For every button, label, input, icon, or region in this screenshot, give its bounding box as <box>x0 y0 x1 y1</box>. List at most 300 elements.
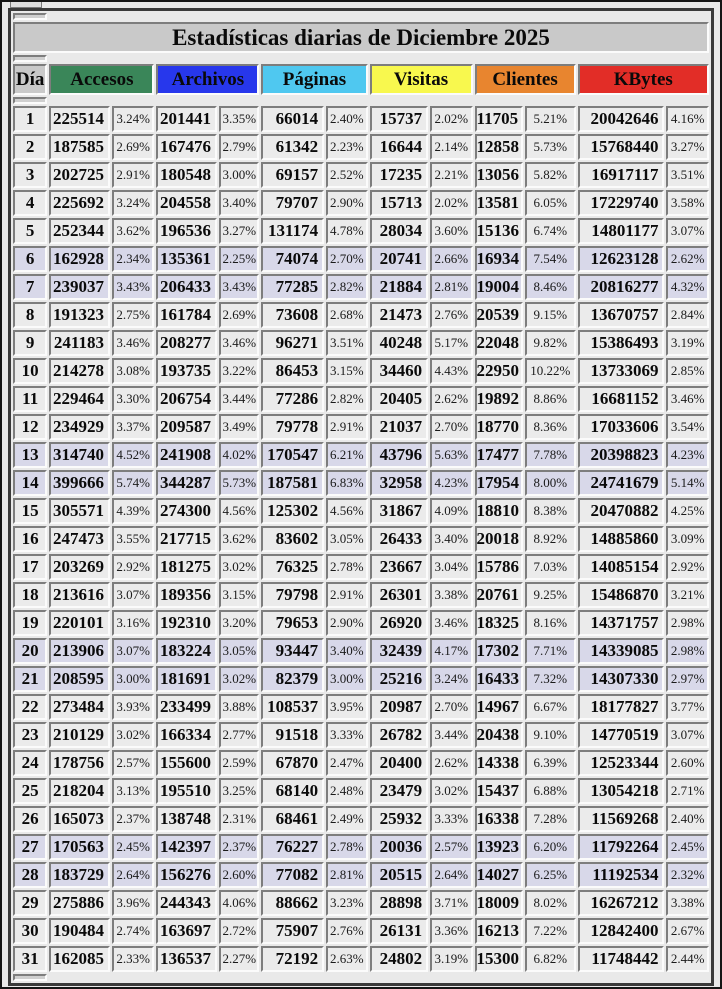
percent-cell: 2.81% <box>326 862 367 888</box>
value-cell: 17954 <box>475 470 524 496</box>
value-cell: 239037 <box>49 274 110 300</box>
percent-cell: 3.07% <box>112 582 154 608</box>
value-cell: 15786 <box>475 554 524 580</box>
value-cell: 17477 <box>475 442 524 468</box>
percent-cell: 3.05% <box>326 526 367 552</box>
value-cell: 79778 <box>261 414 324 440</box>
table-row <box>13 386 709 412</box>
percent-cell: 2.70% <box>326 246 367 272</box>
percent-cell: 2.37% <box>112 806 154 832</box>
percent-cell: 4.23% <box>430 470 472 496</box>
value-cell: 15437 <box>475 778 524 804</box>
value-cell: 79798 <box>261 582 324 608</box>
value-cell: 193735 <box>156 358 217 384</box>
percent-cell: 3.44% <box>430 722 472 748</box>
table-row <box>13 358 709 384</box>
column-header-kbytes: KBytes <box>578 64 709 95</box>
day-cell: 1 <box>13 106 47 132</box>
percent-cell: 2.68% <box>326 302 367 328</box>
value-cell: 20405 <box>370 386 429 412</box>
table-row <box>13 414 709 440</box>
percent-cell: 3.22% <box>219 358 259 384</box>
value-cell: 163697 <box>156 918 217 944</box>
value-cell: 69157 <box>261 162 324 188</box>
percent-cell: 2.52% <box>326 162 367 188</box>
table-row <box>13 442 709 468</box>
percent-cell: 2.74% <box>112 918 154 944</box>
value-cell: 344287 <box>156 470 217 496</box>
percent-cell: 2.85% <box>666 358 709 384</box>
percent-cell: 2.91% <box>326 414 367 440</box>
value-cell: 26131 <box>370 918 429 944</box>
percent-cell: 2.44% <box>666 946 709 972</box>
day-cell: 9 <box>13 330 47 356</box>
value-cell: 20042646 <box>578 106 665 132</box>
percent-cell: 6.05% <box>525 190 576 216</box>
value-cell: 136537 <box>156 946 217 972</box>
percent-cell: 5.21% <box>525 106 576 132</box>
value-cell: 20438 <box>475 722 524 748</box>
value-cell: 16681152 <box>578 386 665 412</box>
percent-cell: 3.00% <box>219 162 259 188</box>
percent-cell: 7.03% <box>525 554 576 580</box>
day-cell: 18 <box>13 582 47 608</box>
value-cell: 15486870 <box>578 582 665 608</box>
percent-cell: 3.20% <box>219 610 259 636</box>
value-cell: 138748 <box>156 806 217 832</box>
value-cell: 14801177 <box>578 218 665 244</box>
value-cell: 201441 <box>156 106 217 132</box>
percent-cell: 3.43% <box>112 274 154 300</box>
value-cell: 25216 <box>370 666 429 692</box>
value-cell: 17235 <box>370 162 429 188</box>
value-cell: 399666 <box>49 470 110 496</box>
table-row <box>13 274 709 300</box>
day-cell: 26 <box>13 806 47 832</box>
percent-cell: 3.07% <box>666 218 709 244</box>
value-cell: 86453 <box>261 358 324 384</box>
value-cell: 178756 <box>49 750 110 776</box>
percent-cell: 2.77% <box>219 722 259 748</box>
value-cell: 165073 <box>49 806 110 832</box>
percent-cell: 4.16% <box>666 106 709 132</box>
table-row <box>13 722 709 748</box>
value-cell: 218204 <box>49 778 110 804</box>
value-cell: 17229740 <box>578 190 665 216</box>
percent-cell: 2.40% <box>666 806 709 832</box>
value-cell: 155600 <box>156 750 217 776</box>
value-cell: 20515 <box>370 862 429 888</box>
percent-cell: 2.90% <box>326 610 367 636</box>
value-cell: 180548 <box>156 162 217 188</box>
value-cell: 162085 <box>49 946 110 972</box>
day-cell: 14 <box>13 470 47 496</box>
value-cell: 213906 <box>49 638 110 664</box>
percent-cell: 2.76% <box>326 918 367 944</box>
value-cell: 183729 <box>49 862 110 888</box>
day-cell: 4 <box>13 190 47 216</box>
percent-cell: 2.71% <box>666 778 709 804</box>
percent-cell: 6.21% <box>326 442 367 468</box>
table-row <box>13 694 709 720</box>
day-cell: 22 <box>13 694 47 720</box>
value-cell: 156276 <box>156 862 217 888</box>
value-cell: 13581 <box>475 190 524 216</box>
value-cell: 77285 <box>261 274 324 300</box>
value-cell: 21884 <box>370 274 429 300</box>
value-cell: 16267212 <box>578 890 665 916</box>
percent-cell: 2.70% <box>430 694 472 720</box>
percent-cell: 9.25% <box>525 582 576 608</box>
value-cell: 26433 <box>370 526 429 552</box>
value-cell: 274300 <box>156 498 217 524</box>
day-cell: 12 <box>13 414 47 440</box>
value-cell: 314740 <box>49 442 110 468</box>
day-cell: 6 <box>13 246 47 272</box>
value-cell: 79653 <box>261 610 324 636</box>
value-cell: 18009 <box>475 890 524 916</box>
percent-cell: 4.09% <box>430 498 472 524</box>
value-cell: 88662 <box>261 890 324 916</box>
value-cell: 24802 <box>370 946 429 972</box>
percent-cell: 3.33% <box>326 722 367 748</box>
spacer-row <box>13 13 709 20</box>
value-cell: 15136 <box>475 218 524 244</box>
percent-cell: 7.28% <box>525 806 576 832</box>
percent-cell: 6.20% <box>525 834 576 860</box>
percent-cell: 2.98% <box>666 610 709 636</box>
percent-cell: 2.57% <box>112 750 154 776</box>
percent-cell: 9.10% <box>525 722 576 748</box>
value-cell: 40248 <box>370 330 429 356</box>
value-cell: 16934 <box>475 246 524 272</box>
value-cell: 11748442 <box>578 946 665 972</box>
value-cell: 18177827 <box>578 694 665 720</box>
table-row <box>13 666 709 692</box>
value-cell: 16644 <box>370 134 429 160</box>
percent-cell: 2.76% <box>430 302 472 328</box>
percent-cell: 2.40% <box>326 106 367 132</box>
table-row <box>13 106 709 132</box>
value-cell: 214278 <box>49 358 110 384</box>
percent-cell: 2.97% <box>666 666 709 692</box>
value-cell: 273484 <box>49 694 110 720</box>
percent-cell: 2.66% <box>430 246 472 272</box>
percent-cell: 2.60% <box>666 750 709 776</box>
value-cell: 208277 <box>156 330 217 356</box>
percent-cell: 3.02% <box>430 778 472 804</box>
value-cell: 15386493 <box>578 330 665 356</box>
percent-cell: 3.38% <box>666 890 709 916</box>
value-cell: 15713 <box>370 190 429 216</box>
percent-cell: 4.17% <box>430 638 472 664</box>
day-cell: 10 <box>13 358 47 384</box>
value-cell: 20741 <box>370 246 429 272</box>
percent-cell: 3.08% <box>112 358 154 384</box>
day-cell: 17 <box>13 554 47 580</box>
value-cell: 14027 <box>475 862 524 888</box>
percent-cell: 3.36% <box>430 918 472 944</box>
value-cell: 23667 <box>370 554 429 580</box>
percent-cell: 2.34% <box>112 246 154 272</box>
percent-cell: 8.86% <box>525 386 576 412</box>
percent-cell: 3.30% <box>112 386 154 412</box>
table-row <box>13 610 709 636</box>
value-cell: 210129 <box>49 722 110 748</box>
percent-cell: 2.62% <box>666 246 709 272</box>
percent-cell: 2.69% <box>219 302 259 328</box>
table-row <box>13 470 709 496</box>
percent-cell: 2.62% <box>430 386 472 412</box>
percent-cell: 6.82% <box>525 946 576 972</box>
percent-cell: 3.58% <box>666 190 709 216</box>
value-cell: 14885860 <box>578 526 665 552</box>
value-cell: 74074 <box>261 246 324 272</box>
percent-cell: 5.63% <box>430 442 472 468</box>
value-cell: 96271 <box>261 330 324 356</box>
value-cell: 15737 <box>370 106 429 132</box>
percent-cell: 3.44% <box>219 386 259 412</box>
column-header-archivos: Archivos <box>156 64 259 95</box>
value-cell: 22048 <box>475 330 524 356</box>
table-row <box>13 554 709 580</box>
value-cell: 183224 <box>156 638 217 664</box>
value-cell: 77082 <box>261 862 324 888</box>
day-cell: 16 <box>13 526 47 552</box>
value-cell: 82379 <box>261 666 324 692</box>
percent-cell: 4.56% <box>326 498 367 524</box>
percent-cell: 7.71% <box>525 638 576 664</box>
column-header-day: Día <box>13 64 47 95</box>
percent-cell: 3.62% <box>219 526 259 552</box>
day-cell: 21 <box>13 666 47 692</box>
percent-cell: 4.06% <box>219 890 259 916</box>
percent-cell: 8.02% <box>525 890 576 916</box>
value-cell: 20018 <box>475 526 524 552</box>
value-cell: 18810 <box>475 498 524 524</box>
value-cell: 19892 <box>475 386 524 412</box>
day-cell: 23 <box>13 722 47 748</box>
percent-cell: 3.71% <box>430 890 472 916</box>
value-cell: 14085154 <box>578 554 665 580</box>
day-cell: 27 <box>13 834 47 860</box>
value-cell: 32439 <box>370 638 429 664</box>
value-cell: 76325 <box>261 554 324 580</box>
table-row <box>13 750 709 776</box>
percent-cell: 2.79% <box>219 134 259 160</box>
value-cell: 68461 <box>261 806 324 832</box>
value-cell: 233499 <box>156 694 217 720</box>
value-cell: 13054218 <box>578 778 665 804</box>
percent-cell: 3.35% <box>219 106 259 132</box>
percent-cell: 5.73% <box>525 134 576 160</box>
value-cell: 17033606 <box>578 414 665 440</box>
value-cell: 20987 <box>370 694 429 720</box>
percent-cell: 3.02% <box>219 554 259 580</box>
percent-cell: 2.25% <box>219 246 259 272</box>
percent-cell: 2.31% <box>219 806 259 832</box>
value-cell: 12858 <box>475 134 524 160</box>
value-cell: 31867 <box>370 498 429 524</box>
value-cell: 11792264 <box>578 834 665 860</box>
value-cell: 15768440 <box>578 134 665 160</box>
percent-cell: 2.84% <box>666 302 709 328</box>
percent-cell: 2.02% <box>430 190 472 216</box>
value-cell: 28898 <box>370 890 429 916</box>
spacer-cell <box>13 974 47 981</box>
column-header-visitas: Visitas <box>370 64 473 95</box>
value-cell: 13733069 <box>578 358 665 384</box>
percent-cell: 2.57% <box>430 834 472 860</box>
percent-cell: 3.04% <box>430 554 472 580</box>
value-cell: 11569268 <box>578 806 665 832</box>
value-cell: 161784 <box>156 302 217 328</box>
percent-cell: 9.82% <box>525 330 576 356</box>
value-cell: 305571 <box>49 498 110 524</box>
value-cell: 66014 <box>261 106 324 132</box>
value-cell: 83602 <box>261 526 324 552</box>
value-cell: 208595 <box>49 666 110 692</box>
day-cell: 13 <box>13 442 47 468</box>
value-cell: 26920 <box>370 610 429 636</box>
table-row <box>13 638 709 664</box>
percent-cell: 3.88% <box>219 694 259 720</box>
percent-cell: 3.51% <box>666 162 709 188</box>
table-data-section <box>13 106 709 972</box>
value-cell: 252344 <box>49 218 110 244</box>
spacer-cell <box>13 55 47 62</box>
value-cell: 28034 <box>370 218 429 244</box>
value-cell: 203269 <box>49 554 110 580</box>
percent-cell: 7.78% <box>525 442 576 468</box>
value-cell: 131174 <box>261 218 324 244</box>
percent-cell: 6.67% <box>525 694 576 720</box>
window-edge-tab <box>10 2 42 8</box>
value-cell: 195510 <box>156 778 217 804</box>
day-cell: 29 <box>13 890 47 916</box>
percent-cell: 3.40% <box>430 526 472 552</box>
value-cell: 241908 <box>156 442 217 468</box>
percent-cell: 2.82% <box>326 386 367 412</box>
value-cell: 16213 <box>475 918 524 944</box>
table-row <box>13 946 709 972</box>
table-row <box>13 582 709 608</box>
percent-cell: 2.02% <box>430 106 472 132</box>
percent-cell: 2.67% <box>666 918 709 944</box>
value-cell: 20036 <box>370 834 429 860</box>
percent-cell: 2.60% <box>219 862 259 888</box>
day-cell: 31 <box>13 946 47 972</box>
percent-cell: 2.98% <box>666 638 709 664</box>
value-cell: 206433 <box>156 274 217 300</box>
day-cell: 2 <box>13 134 47 160</box>
value-cell: 16917117 <box>578 162 665 188</box>
percent-cell: 3.27% <box>666 134 709 160</box>
value-cell: 170563 <box>49 834 110 860</box>
percent-cell: 2.81% <box>430 274 472 300</box>
value-cell: 181275 <box>156 554 217 580</box>
day-cell: 30 <box>13 918 47 944</box>
percent-cell: 3.05% <box>219 638 259 664</box>
percent-cell: 3.16% <box>112 610 154 636</box>
value-cell: 16338 <box>475 806 524 832</box>
percent-cell: 2.21% <box>430 162 472 188</box>
day-cell: 5 <box>13 218 47 244</box>
value-cell: 26301 <box>370 582 429 608</box>
percent-cell: 3.15% <box>326 358 367 384</box>
page-title: Estadísticas diarias de Diciembre 2025 <box>13 22 709 53</box>
percent-cell: 3.02% <box>219 666 259 692</box>
percent-cell: 3.27% <box>219 218 259 244</box>
percent-cell: 3.38% <box>430 582 472 608</box>
percent-cell: 3.96% <box>112 890 154 916</box>
percent-cell: 2.92% <box>112 554 154 580</box>
percent-cell: 4.39% <box>112 498 154 524</box>
table-row <box>13 498 709 524</box>
value-cell: 67870 <box>261 750 324 776</box>
value-cell: 181691 <box>156 666 217 692</box>
percent-cell: 7.54% <box>525 246 576 272</box>
percent-cell: 8.16% <box>525 610 576 636</box>
table-row <box>13 302 709 328</box>
table-row <box>13 918 709 944</box>
percent-cell: 2.90% <box>326 190 367 216</box>
percent-cell: 3.46% <box>112 330 154 356</box>
percent-cell: 2.64% <box>430 862 472 888</box>
percent-cell: 2.63% <box>326 946 367 972</box>
percent-cell: 4.78% <box>326 218 367 244</box>
percent-cell: 2.82% <box>326 274 367 300</box>
percent-cell: 3.23% <box>326 890 367 916</box>
percent-cell: 3.02% <box>112 722 154 748</box>
value-cell: 32958 <box>370 470 429 496</box>
percent-cell: 2.37% <box>219 834 259 860</box>
value-cell: 206754 <box>156 386 217 412</box>
value-cell: 12523344 <box>578 750 665 776</box>
day-cell: 7 <box>13 274 47 300</box>
value-cell: 241183 <box>49 330 110 356</box>
percent-cell: 3.55% <box>112 526 154 552</box>
percent-cell: 3.46% <box>666 386 709 412</box>
table-row <box>13 330 709 356</box>
percent-cell: 8.36% <box>525 414 576 440</box>
value-cell: 192310 <box>156 610 217 636</box>
value-cell: 14770519 <box>578 722 665 748</box>
percent-cell: 3.07% <box>666 722 709 748</box>
percent-cell: 2.78% <box>326 554 367 580</box>
percent-cell: 3.93% <box>112 694 154 720</box>
table-row <box>13 190 709 216</box>
percent-cell: 2.70% <box>430 414 472 440</box>
value-cell: 162928 <box>49 246 110 272</box>
table-row <box>13 218 709 244</box>
day-cell: 11 <box>13 386 47 412</box>
percent-cell: 3.24% <box>112 190 154 216</box>
percent-cell: 2.32% <box>666 862 709 888</box>
day-cell: 25 <box>13 778 47 804</box>
value-cell: 77286 <box>261 386 324 412</box>
percent-cell: 6.83% <box>326 470 367 496</box>
value-cell: 18770 <box>475 414 524 440</box>
percent-cell: 3.13% <box>112 778 154 804</box>
spacer-row <box>13 97 709 104</box>
percent-cell: 3.09% <box>666 526 709 552</box>
percent-cell: 5.14% <box>666 470 709 496</box>
value-cell: 202725 <box>49 162 110 188</box>
value-cell: 91518 <box>261 722 324 748</box>
value-cell: 135361 <box>156 246 217 272</box>
value-cell: 13056 <box>475 162 524 188</box>
